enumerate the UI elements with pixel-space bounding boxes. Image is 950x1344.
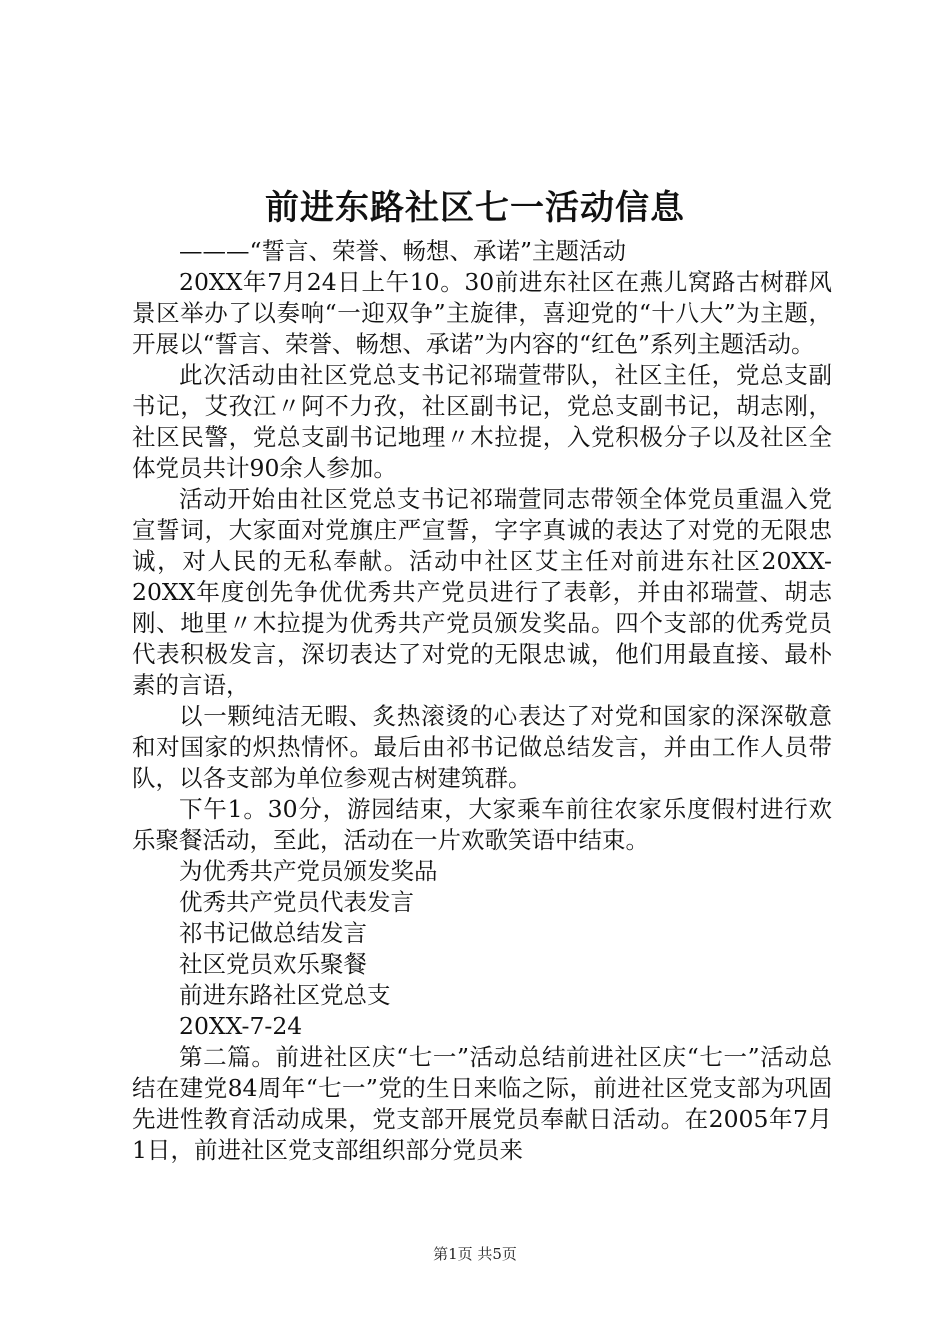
paragraph: 20XX年7月24日上午10。30前进东社区在燕儿窝路古树群风景区举办了以奏响“一迎双争”主旋律，喜迎党的“十八大”为主题，开展以“誓言、荣誉、畅想、承诺”为内容的“红色”系列主题活动。 bbox=[132, 268, 832, 358]
paragraph: 以一颗纯洁无暇、炙热滚烫的心表达了对党和国家的深深敬意和对国家的炽热情怀。最后由祁书记做总结发言，并由工作人员带队，以各支部为单位参观古树建筑群。 bbox=[132, 702, 832, 792]
photo-caption: 祁书记做总结发言 bbox=[179, 919, 367, 947]
photo-caption: 优秀共产党员代表发言 bbox=[179, 888, 414, 916]
signature-date: 20XX-7-24 bbox=[179, 1012, 303, 1040]
photo-caption: 为优秀共产党员颁发奖品 bbox=[179, 857, 438, 885]
document-subtitle: ———“誓言、荣誉、畅想、承诺”主题活动 bbox=[179, 237, 627, 265]
document-body bbox=[132, 236, 832, 1166]
paragraph: 下午1。30分，游园结束，大家乘车前往农家乐度假村进行欢乐聚餐活动，至此，活动在一片欢歌笑语中结束。 bbox=[132, 795, 832, 854]
page-number: 第1页 共5页 bbox=[433, 1245, 517, 1263]
paragraph: 活动开始由社区党总支书记祁瑞萱同志带领全体党员重温入党宣誓词，大家面对党旗庄严宣誓，字字真诚的表达了对党的无限忠诚，对人民的无私奉献。活动中社区艾主任对前进东社区20XX-20XX年度创先争优优秀共产党员进行了表彰，并由祁瑞萱、胡志刚、地里〃木拉提为优秀共产党员颁发奖品。四个支部的优秀党员代表积极发言，深切表达了对党的无限忠诚，他们用最直接、最朴素的言语， bbox=[132, 485, 832, 699]
signature-organization: 前进东路社区党总支 bbox=[179, 981, 391, 1009]
paragraph-second-part: 第二篇。前进社区庆“七一”活动总结前进社区庆“七一”活动总结在建党84周年“七一”党的生日来临之际，前进社区党支部为巩固先进性教育活动成果，党支部开展党员奉献日活动。在2005年7月1日，前进社区党支部组织部分党员来 bbox=[132, 1043, 832, 1164]
document-title: 前进东路社区七一活动信息 bbox=[265, 188, 685, 228]
photo-caption: 社区党员欢乐聚餐 bbox=[179, 950, 367, 978]
paragraph: 此次活动由社区党总支书记祁瑞萱带队，社区主任，党总支副书记，艾孜江〃阿不力孜，社区副书记，党总支副书记，胡志刚，社区民警，党总支副书记地理〃木拉提，入党积极分子以及社区全体党员共计90余人参加。 bbox=[132, 361, 832, 482]
